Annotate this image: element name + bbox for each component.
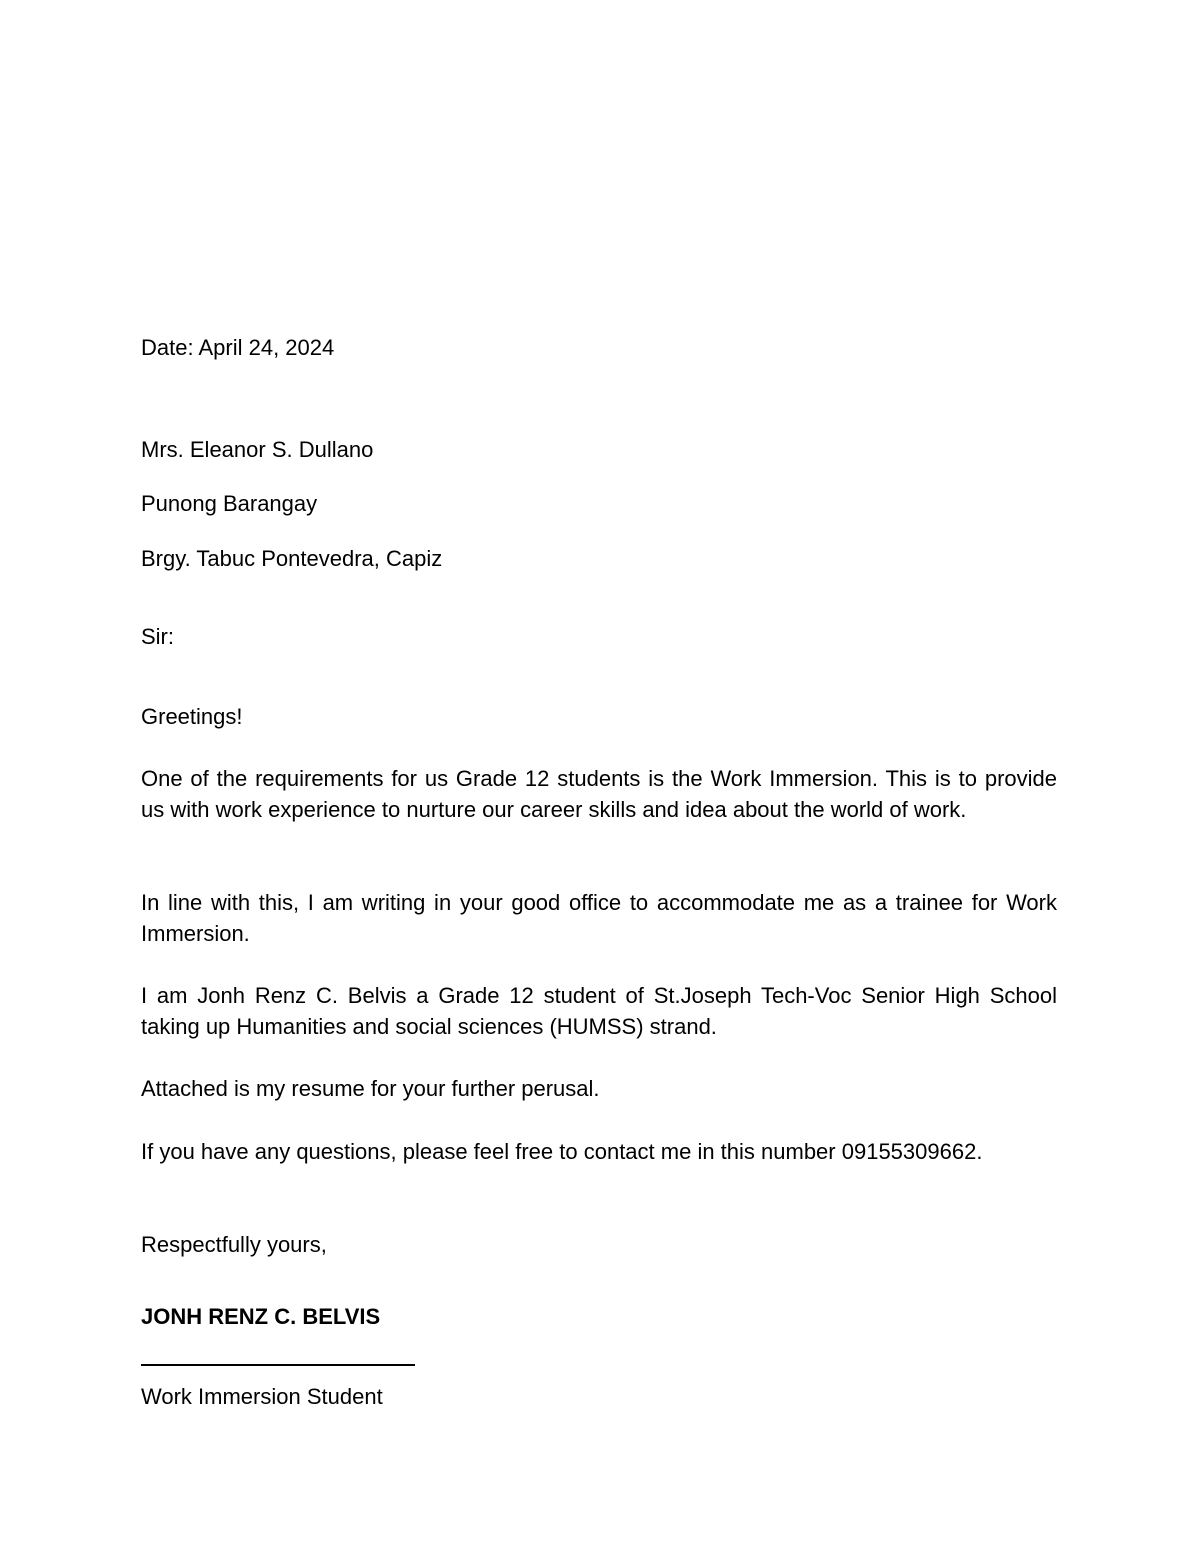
body-paragraph-2: In line with this, I am writing in your good office to accommodate me as a trainee for Work Immersion. [141, 890, 1057, 946]
signature-line [141, 1364, 415, 1366]
signatory-title: Work Immersion Student [141, 1384, 383, 1409]
letter-date: Date: April 24, 2024 [141, 335, 335, 360]
recipient-name: Mrs. Eleanor S. Dullano [141, 437, 374, 462]
salutation: Sir: [141, 624, 174, 649]
body-paragraph-3: I am Jonh Renz C. Belvis a Grade 12 student of St.Joseph Tech-Voc Senior High School taking up Humanities and social sciences (HUMSS) strand. [141, 983, 1057, 1039]
recipient-address: Brgy. Tabuc Pontevedra, Capiz [141, 546, 443, 571]
greeting: Greetings! [141, 704, 243, 729]
body-paragraph-4: Attached is my resume for your further perusal. [141, 1076, 600, 1101]
recipient-position: Punong Barangay [141, 491, 318, 516]
closing: Respectfully yours, [141, 1232, 327, 1257]
body-paragraph-5: If you have any questions, please feel free to contact me in this number 09155309662. [141, 1139, 983, 1164]
signatory-name: JONH RENZ C. BELVIS [141, 1304, 381, 1329]
body-paragraph-1: One of the requirements for us Grade 12 students is the Work Immersion. This is to provide us with work experience to nurture our career skills and idea about the world of work. [141, 766, 1057, 822]
